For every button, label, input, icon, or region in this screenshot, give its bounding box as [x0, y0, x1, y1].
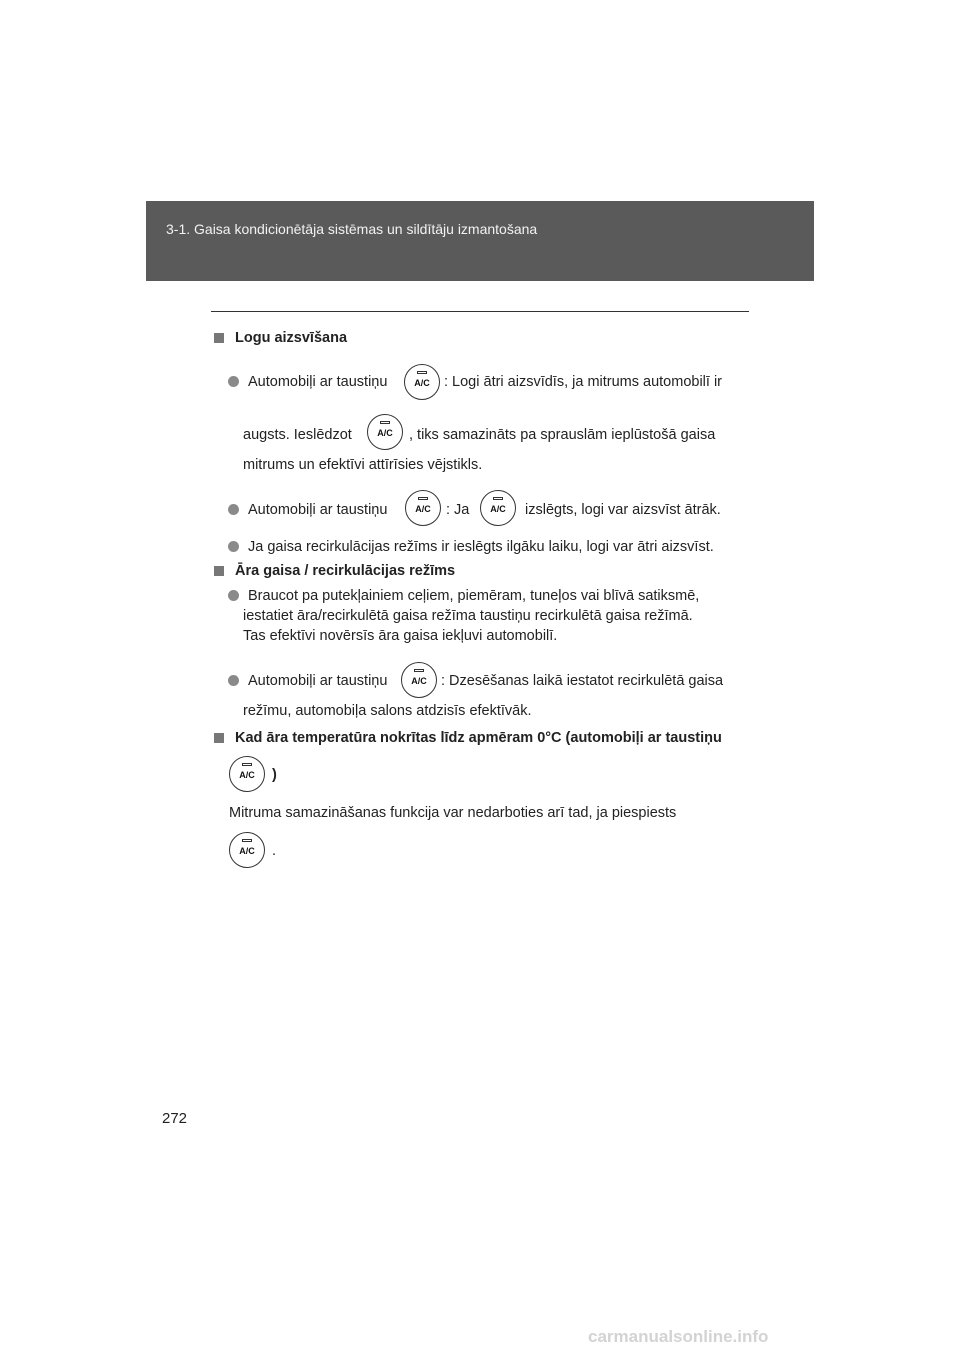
chapter-header — [146, 201, 814, 281]
heading-end: ) — [272, 767, 277, 783]
text: Automobiļi ar taustiņu — [248, 502, 388, 518]
round-bullet-icon — [228, 675, 239, 686]
text: : Dzesēšanas laikā iestatot recirkulētā gaisa — [441, 673, 724, 689]
ac-button-icon: A/C — [367, 414, 403, 450]
round-bullet-icon — [228, 590, 239, 601]
section-divider — [211, 311, 749, 312]
round-bullet-icon — [228, 376, 239, 387]
page-number: 272 — [162, 1110, 188, 1127]
round-bullet-icon — [228, 541, 239, 552]
ac-button-icon: A/C — [229, 756, 265, 792]
square-bullet-icon — [214, 566, 224, 576]
text: Automobiļi ar taustiņu — [248, 673, 388, 689]
section-heading-logu-aizsvisana: Logu aizsvīšana — [235, 330, 348, 346]
text: mitrums un efektīvi attīrīsies vējstikls. — [243, 457, 483, 473]
watermark: carmanualsonline.info — [588, 1327, 769, 1346]
ac-button-icon: A/C — [404, 364, 440, 400]
text: . — [272, 843, 277, 859]
text: , tiks samazināts pa sprauslām ieplūstošā gaisa — [409, 427, 716, 443]
text: Mitruma samazināšanas funkcija var nedarboties arī tad, ja piespiests — [229, 805, 677, 821]
text: Ja gaisa recirkulācijas režīms ir ieslēgts ilgāku laiku, logi var ātri aizsvīst. — [248, 539, 714, 555]
ac-button-icon: A/C — [229, 832, 265, 868]
round-bullet-icon — [228, 504, 239, 515]
text: iestatiet āra/recirkulētā gaisa režīma taustiņu recirkulētā gaisa režīmā. — [243, 608, 693, 624]
chapter-title: 3-1. Gaisa kondicionētāja sistēmas un sildītāju izmantošana — [166, 221, 538, 237]
text: režīmu, automobiļa salons atdzisīs efektīvāk. — [243, 703, 532, 719]
ac-button-icon: A/C — [401, 662, 437, 698]
text: Automobiļi ar taustiņu — [248, 374, 388, 390]
ac-button-icon: A/C — [405, 490, 441, 526]
section-heading-temperatura: Kad āra temperatūra nokrītas līdz apmēram 0°C (automobiļi ar taustiņu — [235, 730, 722, 746]
text: Braucot pa putekļainiem ceļiem, piemēram, tuneļos vai blīvā satiksmē, — [248, 588, 700, 604]
square-bullet-icon — [214, 333, 224, 343]
section-heading-ara-gaisa: Āra gaisa / recirkulācijas režīms — [235, 563, 456, 579]
square-bullet-icon — [214, 733, 224, 743]
text: izslēgts, logi var aizsvīst ātrāk. — [525, 502, 721, 518]
ac-button-icon: A/C — [480, 490, 516, 526]
text: : Ja — [446, 502, 470, 518]
text: : Logi ātri aizsvīdīs, ja mitrums automobilī ir — [444, 374, 723, 390]
text: Tas efektīvi novērsīs āra gaisa iekļuvi automobilī. — [243, 628, 558, 644]
text: augsts. Ieslēdzot — [243, 427, 352, 443]
